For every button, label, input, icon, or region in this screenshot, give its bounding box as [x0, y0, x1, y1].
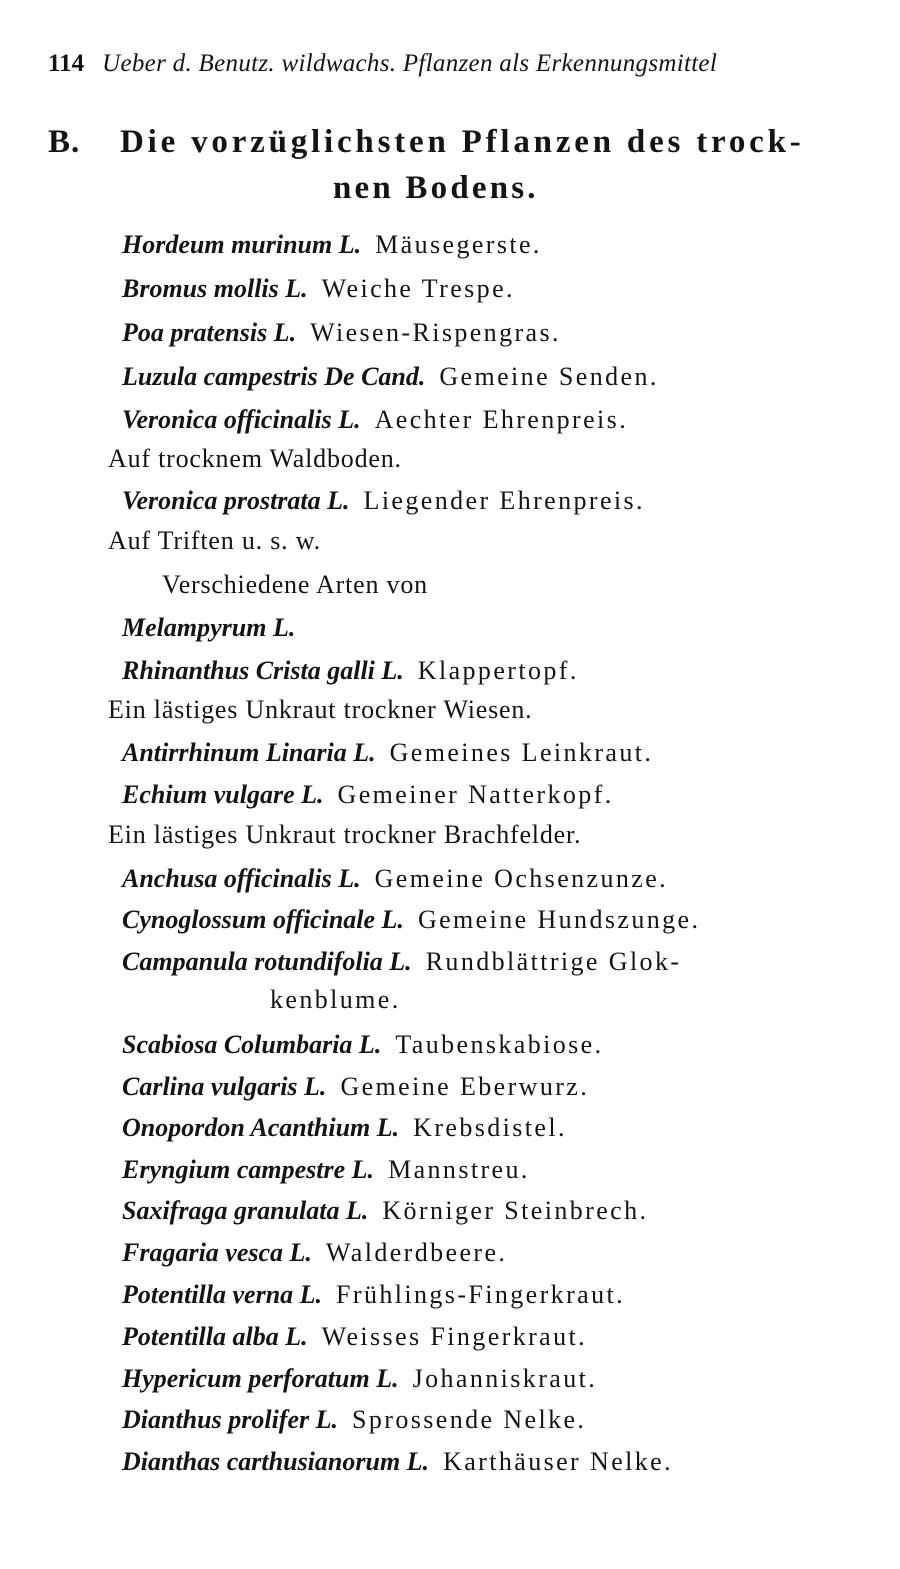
continuation-line: kenblume. [270, 985, 401, 1014]
latin-name: Eryngium campestre L. [122, 1155, 375, 1184]
common-name: Gemeiner Natterkopf. [337, 780, 614, 809]
common-name: Sprossende Nelke. [352, 1405, 587, 1434]
list-item [122, 650, 579, 692]
latin-name: Anchusa officinalis L. [122, 864, 361, 893]
common-name: Klappertopf. [417, 656, 579, 685]
list-item [122, 941, 681, 983]
latin-name: Potentilla verna L. [122, 1280, 323, 1309]
list-item [122, 1024, 604, 1066]
common-name: Mäusegerste. [375, 230, 542, 259]
common-name: Weiche Trespe. [321, 274, 515, 303]
habitat-note: Ein lästiges Unkraut trockner Brachfelder. [108, 820, 582, 849]
section-letter: B. [48, 124, 81, 160]
latin-name: Antirrhinum Linaria L. [122, 738, 376, 767]
list-item [122, 774, 614, 816]
common-name: Gemeine Ochsenzunze. [374, 864, 669, 893]
list-item [122, 268, 515, 310]
running-head [48, 44, 848, 84]
list-item [122, 224, 542, 266]
common-name: Liegender Ehrenpreis. [363, 486, 645, 515]
common-name: Weisses Fingerkraut. [321, 1322, 588, 1351]
list-item [122, 1066, 589, 1108]
common-name: Karthäuser Nelke. [443, 1447, 673, 1476]
latin-name: Potentilla alba L. [122, 1322, 308, 1351]
list-item [122, 607, 295, 649]
common-name: Wiesen-Rispengras. [310, 318, 561, 347]
latin-name: Dianthus prolifer L. [122, 1405, 338, 1434]
latin-name: Echium vulgare L. [122, 780, 324, 809]
common-name: Krebsdistel. [413, 1113, 567, 1142]
habitat-note: Ein lästiges Unkraut trockner Wiesen. [108, 695, 533, 724]
common-name: Körniger Steinbrech. [382, 1196, 649, 1225]
common-name: Frühlings-Fingerkraut. [336, 1280, 625, 1309]
group-note: Verschiedene Arten von [162, 570, 428, 599]
habitat-note: Auf trocknem Waldboden. [108, 444, 402, 473]
list-item [122, 1441, 673, 1483]
latin-name: Veronica officinalis L. [122, 405, 361, 434]
list-item [122, 732, 653, 774]
heading-line-2: nen Bodens. [333, 170, 539, 206]
heading-line-1: Die vorzüglichsten Pflanzen des trock- [120, 124, 805, 160]
list-item [122, 1190, 648, 1232]
running-title: Ueber d. Benutz. wildwachs. Pflanzen als Erkennungsmittel [102, 50, 718, 77]
common-name: Aechter Ehrenpreis. [374, 405, 629, 434]
common-name: Johanniskraut. [412, 1364, 598, 1393]
latin-name: Scabiosa Columbaria L. [122, 1030, 382, 1059]
latin-name: Luzula campestris De Cand. [122, 362, 426, 391]
list-item [122, 1358, 597, 1400]
list-item [122, 1316, 587, 1358]
common-name: Gemeine Eberwurz. [340, 1072, 590, 1101]
list-item [122, 480, 645, 522]
list-item [122, 1274, 625, 1316]
common-name: Gemeine Hundszunge. [417, 905, 701, 934]
latin-name: Hypericum perforatum L. [122, 1364, 399, 1393]
latin-name: Cynoglossum officinale L. [122, 905, 404, 934]
list-item [122, 312, 561, 354]
latin-name: Rhinanthus Crista galli L. [122, 656, 404, 685]
list-item [122, 1399, 586, 1441]
common-name: Rundblättrige Glok- [425, 947, 682, 976]
list-item [122, 356, 659, 398]
latin-name: Veronica prostrata L. [122, 486, 350, 515]
common-name: Walderdbeere. [325, 1238, 508, 1267]
common-name: Mannstreu. [388, 1155, 530, 1184]
list-item [122, 858, 668, 900]
list-item [122, 1107, 567, 1149]
latin-name: Hordeum murinum L. [122, 230, 362, 259]
latin-name: Carlina vulgaris L. [122, 1072, 327, 1101]
list-item [122, 1149, 530, 1191]
latin-name: Bromus mollis L. [122, 274, 308, 303]
list-item [122, 1232, 507, 1274]
list-item [122, 899, 700, 941]
list-item [122, 399, 628, 441]
latin-name: Campanula rotundifolia L. [122, 947, 412, 976]
common-name: Gemeines Leinkraut. [389, 738, 654, 767]
common-name: Gemeine Senden. [439, 362, 659, 391]
latin-name: Fragaria vesca L. [122, 1238, 312, 1267]
latin-name: Poa pratensis L. [122, 318, 297, 347]
latin-name: Onopordon Acanthium L. [122, 1113, 400, 1142]
page-number: 114 [48, 50, 85, 77]
latin-name: Melampyrum L. [122, 613, 296, 642]
habitat-note: Auf Triften u. s. w. [108, 526, 321, 555]
latin-name: Dianthas carthusianorum L. [122, 1447, 430, 1476]
common-name: Taubenskabiose. [395, 1030, 604, 1059]
latin-name: Saxifraga granulata L. [122, 1196, 369, 1225]
